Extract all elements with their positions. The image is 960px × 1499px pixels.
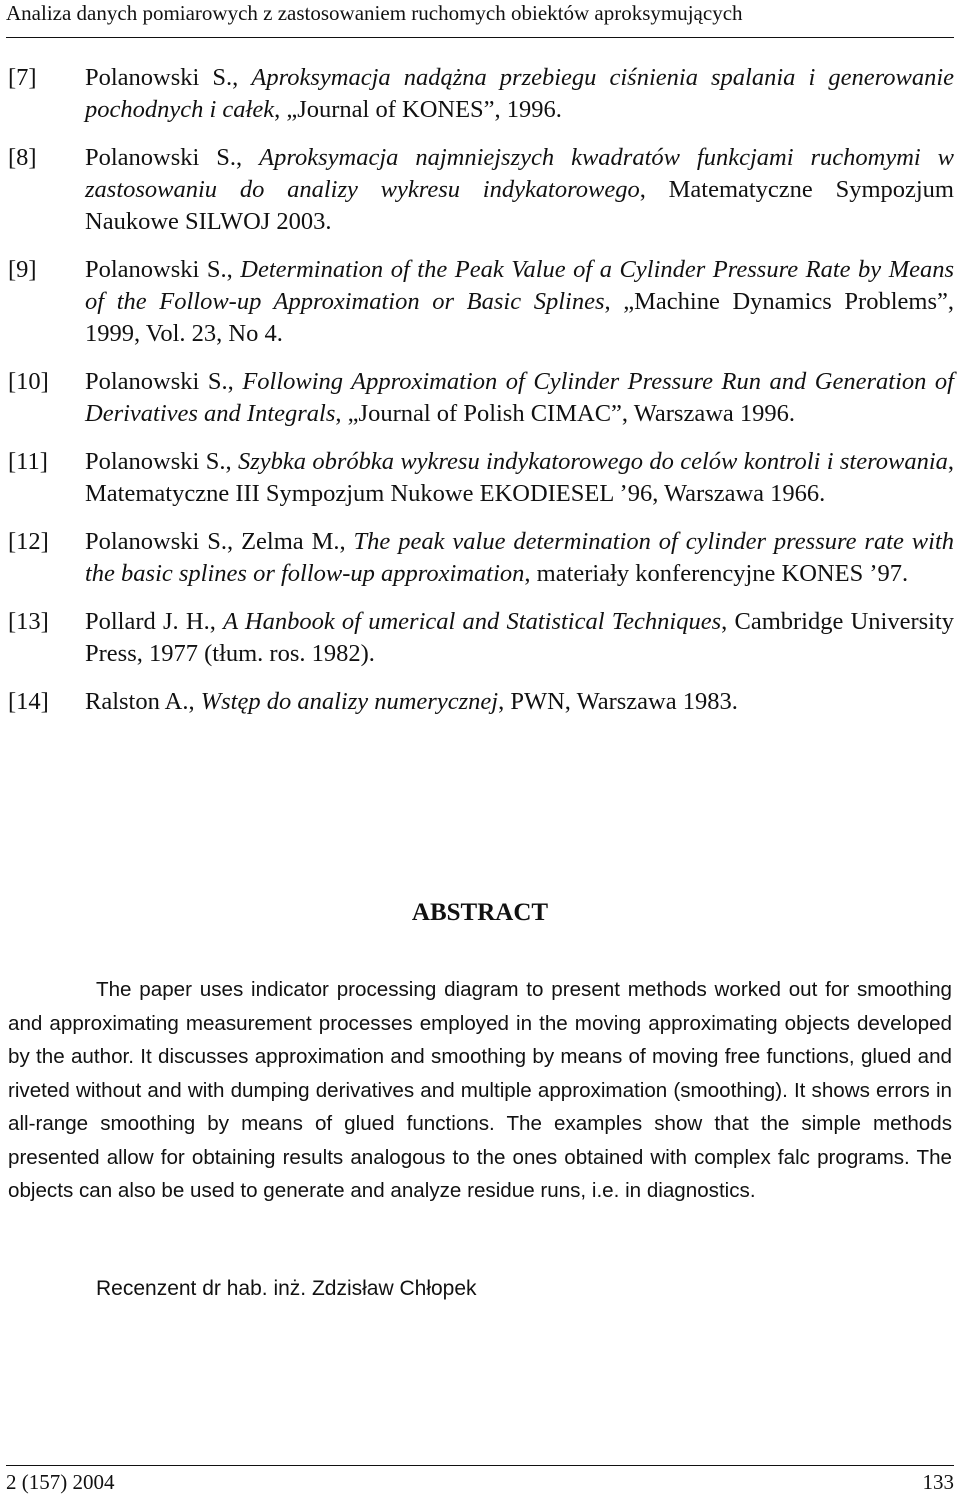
reference-separator: , (225, 448, 238, 475)
reference-number: [14] (8, 688, 49, 715)
reference-title: Determination of the Peak Value of a Cylinder Pressure Rate by Means of the Follow-up Approximation or Basic Splines (85, 256, 955, 315)
reference-number: [13] (8, 608, 49, 635)
reference-item (8, 62, 954, 126)
page-footer (6, 1465, 954, 1499)
reference-title: Following Approximation of Cylinder Pressure Run and Generation of Derivatives and Integrals (85, 368, 954, 427)
reference-item (8, 446, 954, 510)
reference-item (8, 366, 954, 430)
reference-author: Pollard J. H. (85, 608, 210, 635)
reference-number: [10] (8, 368, 49, 395)
reference-separator: , (232, 64, 252, 91)
reference-item (8, 526, 954, 590)
reference-number: [8] (8, 144, 37, 171)
reference-separator: , (188, 688, 201, 715)
reviewer-note: Recenzent dr hab. inż. Zdzisław Chłopek (96, 1277, 477, 1300)
reference-separator: , (236, 144, 260, 171)
abstract-heading: ABSTRACT (411, 899, 549, 926)
reference-list (8, 62, 954, 734)
reference-item (8, 254, 954, 350)
reference-details: , „Journal of Polish CIMAC”, Warszawa 1996. (335, 400, 796, 427)
reference-author: Ralston A. (85, 688, 189, 715)
reference-title: Wstęp do analizy numerycznej (200, 688, 499, 715)
reference-text (85, 446, 954, 510)
reference-item (8, 606, 954, 670)
reference-author: Polanowski S. (85, 368, 228, 395)
reference-text (85, 366, 954, 430)
reference-details: , „Machine Dynamics Problems”, 1999, Vol. 23, No 4. (85, 288, 954, 347)
reference-title: The peak value determination of cylinder pressure rate with the basic splines or follow-up approximation (85, 528, 955, 587)
reference-author: Polanowski S. (85, 64, 233, 91)
reference-author: Polanowski S. (85, 448, 226, 475)
abstract-paragraph: The paper uses indicator processing diagram to present methods worked out for smoothing and approximating measurement processes employed in the moving approximating objects developed by the author. It discusses approximation and smoothing by means of moving free functions, glued and riveted without and with dumping derivatives and multiple approximation (smoothing). It shows errors in all-range smoothing by means of glued functions. The examples show that the simple methods presented allow for obtaining results analogous to the ones obtained with complex falc programs. The objects can also be used to generate and analyze residue runs, i.e. in diagnostics. (8, 978, 952, 1202)
reference-author: Polanowski S., Zelma M. (85, 528, 340, 555)
reference-number: [12] (8, 528, 49, 555)
reference-title: A Hanbook of umerical and Statistical Techniques (223, 608, 722, 635)
reference-separator: , (209, 608, 224, 635)
running-header (6, 0, 954, 38)
reference-details: , PWN, Warszawa 1983. (498, 688, 738, 715)
reference-text (85, 526, 954, 590)
running-title: Analiza danych pomiarowych z zastosowaniem ruchomych obiektów aproksymujących (6, 1, 743, 25)
reference-text (85, 686, 954, 718)
reference-details: , „Journal of KONES”, 1996. (274, 96, 562, 123)
reference-text (85, 62, 954, 126)
abstract-body (8, 973, 952, 1208)
reference-separator: , (226, 256, 241, 283)
page-number: 133 (922, 1470, 954, 1494)
reference-item (8, 686, 954, 718)
reference-author: Polanowski S. (85, 256, 227, 283)
reference-text (85, 606, 954, 670)
reference-title: Szybka obróbka wykresu indykatorowego do celów kontroli i sterowania (237, 448, 948, 475)
reference-separator: , (339, 528, 354, 555)
reference-author: Polanowski S. (85, 144, 237, 171)
reference-item (8, 142, 954, 238)
reference-number: [7] (8, 64, 37, 91)
reference-text (85, 254, 954, 350)
reference-separator: , (227, 368, 243, 395)
reference-text (85, 142, 954, 238)
reference-details: , Matematyczne Sympozjum Naukowe SILWOJ 2003. (85, 176, 954, 235)
issue-number: 2 (157) 2004 (6, 1470, 115, 1494)
reference-number: [9] (8, 256, 37, 283)
reference-details: , Cambridge University Press, 1977 (tłum. ros. 1982). (85, 608, 955, 667)
reference-title: Aproksymacja nadążna przebiegu ciśnienia spalania i generowanie pochodnych i całek (85, 64, 955, 123)
reference-title: Aproksymacja najmniejszych kwadratów funkcjami ruchomymi w zastosowaniu do analizy wykresu indykatorowego (85, 144, 954, 203)
reference-details: , Matematyczne III Sympozjum Nukowe EKODIESEL ’96, Warszawa 1966. (85, 448, 955, 507)
reference-details: , materiały konferencyjne KONES ’97. (524, 560, 909, 587)
reference-number: [11] (8, 448, 48, 475)
